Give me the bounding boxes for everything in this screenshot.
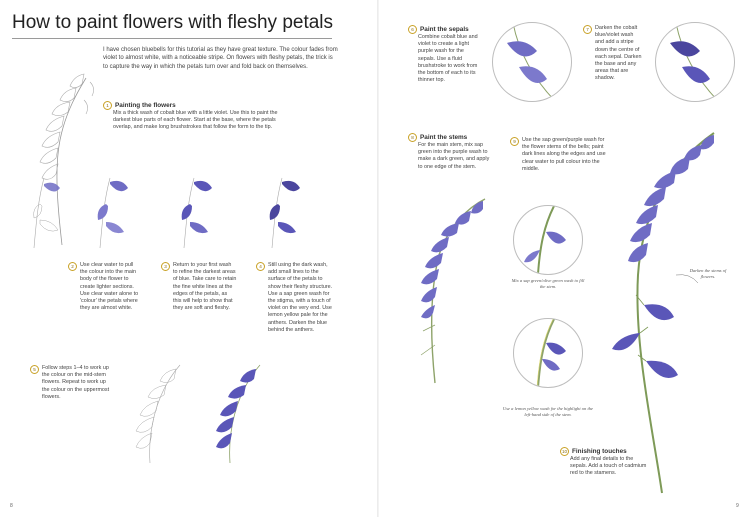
step-badge: 9 xyxy=(510,137,519,146)
stem-green-illustration xyxy=(514,206,582,274)
page-title: How to paint flowers with fleshy petals xyxy=(12,12,334,33)
midstem-painted-illustration xyxy=(200,355,280,465)
step-7 xyxy=(583,25,643,83)
step-badge: 3 xyxy=(161,262,170,271)
step-badge: 7 xyxy=(583,25,592,34)
caption-sap-green: Mix a sap green/olive green wash to fill the stem. xyxy=(511,278,585,289)
step-heading: Painting the flowers xyxy=(115,101,176,109)
step-badge: 2 xyxy=(68,262,77,271)
page-gutter xyxy=(377,0,379,517)
step-text: Darken the cobalt blue/violet wash and add a stripe down the centre of each sepal. Darken the base and any areas that are shadow. xyxy=(595,25,642,82)
page-number-right: 9 xyxy=(736,503,739,509)
stem-yellow-illustration xyxy=(514,319,582,387)
step-heading: Paint the sepals xyxy=(420,25,469,33)
step-badge: 8 xyxy=(408,133,417,142)
step-text: Still using the dark wash, add small lines to the surface of the petals to show their fleshy structure. Use a sap green wash for the stigma, with a touch of violet on the very end. Use lemon yellow pale for the anthers. Darken the blue behind the anthers. xyxy=(268,262,333,333)
step-text: Use clear water to pull the colour into the main body of the flower to create lighter sections. Use clear water alone to 'colour' the petals where they are almost white. xyxy=(80,262,139,312)
step-badge: 4 xyxy=(256,262,265,271)
sepal-detail-circle xyxy=(492,22,572,102)
intro-paragraph: I have chosen bluebells for this tutorial as they have great texture. The colour fades from violet to almost white, with a noticeable stripe. On flowers with fleshy petals, the trick is to capture the way in which the petals turn over and fold back on themselves. xyxy=(103,47,338,70)
step-badge: 10 xyxy=(560,447,569,456)
step-10 xyxy=(560,447,648,478)
midstem-sketch-illustration xyxy=(120,355,200,465)
step-text: Return to your first wash to refine the darkest areas of blue. Take care to retain the fine white lines at the edges of the petals, as this will help to show that they are soft and fleshy. xyxy=(173,262,237,312)
sequence-illustration-2 xyxy=(86,170,152,250)
step-9 xyxy=(510,137,610,173)
sepal-detail-illustration xyxy=(493,23,571,101)
sequence-illustration-4 xyxy=(258,170,324,250)
step-6 xyxy=(408,25,478,84)
step-3 xyxy=(161,262,237,312)
bluebell-stem-illustration xyxy=(405,195,495,385)
stem-yellow-circle xyxy=(513,318,583,388)
stem-green-circle xyxy=(513,205,583,275)
step-8 xyxy=(408,133,494,171)
step-1 xyxy=(103,101,279,132)
step-2 xyxy=(68,262,142,312)
sequence-illustration-1 xyxy=(20,170,86,250)
sequence-illustration-3 xyxy=(170,170,236,250)
step-heading: Paint the stems xyxy=(420,133,468,141)
page-number-left: 8 xyxy=(10,503,13,509)
caption-darken-stems: Darken the stems of flowers. xyxy=(689,268,727,279)
caption-lemon-yellow: Use a lemon yellow wash for the highlight on the left-hand side of the stem. xyxy=(502,406,594,417)
step-text: Combine cobalt blue and violet to create a light purple wash for the sepals. Use a fluid brushstroke to work from the bottom of each to its thinner top. xyxy=(418,34,478,84)
step-text: Mix a thick wash of cobalt blue with a little violet. Use this to paint the darkest blue parts of each flower. Start at the base, where the petals overlap, and make long brushstrokes that follow the form to the tip. xyxy=(113,110,278,131)
step-text: For the main stem, mix sap green into the purple wash to make a dark green, and apply to one edge of the stem. xyxy=(418,142,490,170)
sepal-darken-illustration xyxy=(656,23,734,101)
sepal-darken-circle xyxy=(655,22,735,102)
step-text: Follow steps 1–4 to work up the colour on the mid-stem flowers. Repeat to work up the colour on the uppermost flowers. xyxy=(42,365,110,400)
step-text: Use the sap green/purple wash for the flower stems of the bells; paint dark lines along the edges and use clear water to pull colour into the middle. xyxy=(522,137,606,172)
title-rule xyxy=(12,38,332,39)
step-text: Add any final details to the sepals. Add a touch of cadmium red to the stamens. xyxy=(570,456,647,477)
step-badge: 6 xyxy=(408,25,417,34)
step-4 xyxy=(256,262,336,334)
finished-bluebell-illustration xyxy=(604,125,732,495)
step-5 xyxy=(30,365,110,401)
step-badge: 1 xyxy=(103,101,112,110)
step-badge: 5 xyxy=(30,365,39,374)
step-heading: Finishing touches xyxy=(572,447,627,455)
